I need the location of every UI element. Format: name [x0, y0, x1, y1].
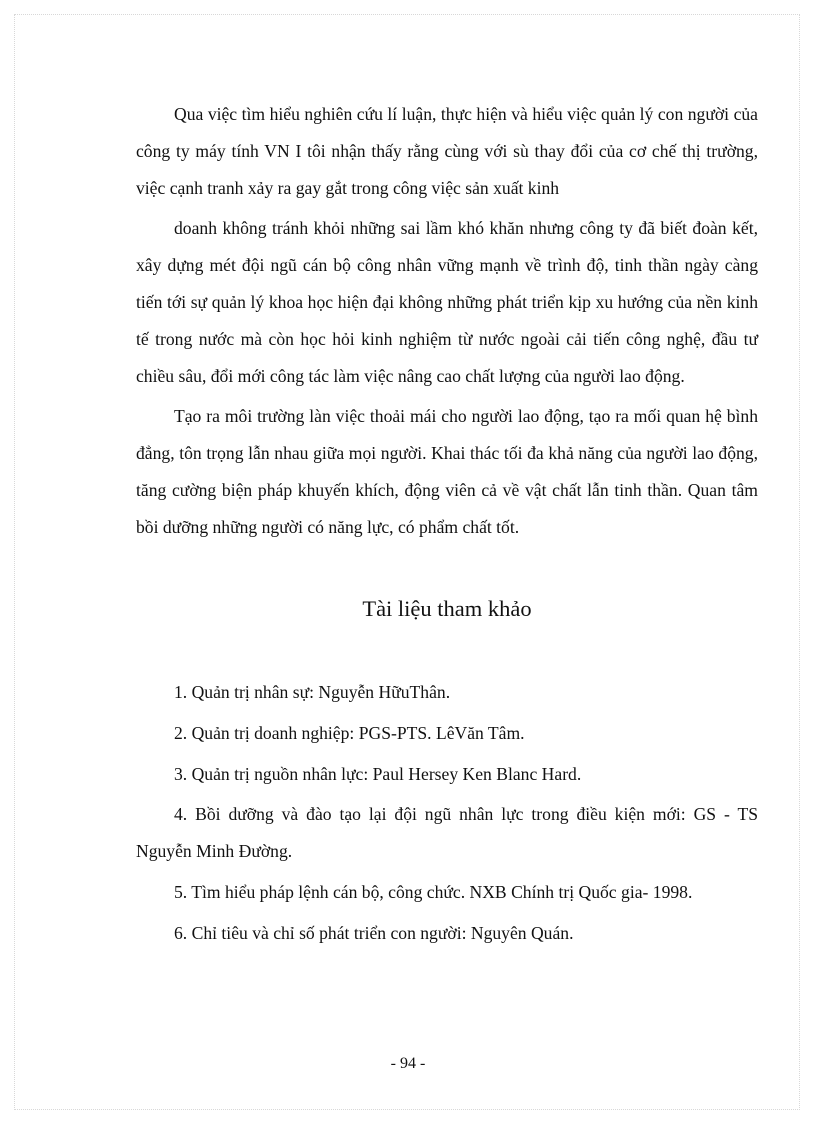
reference-item-5: 5. Tìm hiểu pháp lệnh cán bộ, công chức. NXB Chính trị Quốc gia- 1998.	[174, 881, 693, 902]
body-text	[136, 96, 758, 550]
paragraph-3: Tạo ra môi trường làn việc thoải mái cho người lao động, tạo ra mối quan hệ bình đẳng, tôn trọng lẫn nhau giữa mọi người. Khai thác tối đa khả năng của người lao động, tăng cường biện pháp khuyến khích, động viên cả về vật chất lẫn tinh thần. Quan tâm bồi dưỡng những người có năng lực, có phẩm chất tốt.	[136, 406, 758, 537]
paragraph-2: doanh không tránh khỏi những sai lầm khó khăn nhưng công ty đã biết đoàn kết, xây dựng mét đội ngũ cán bộ công nhân vững mạnh về trình độ, tinh thần ngày càng tiến tới sự quản lý khoa học hiện đại không những phát triển kịp xu hướng của nền kinh tế trong nước mà còn học hỏi kinh nghiệm từ nước ngoài cải tiến công nghệ, đầu tư chiều sâu, đổi mới công tác làm việc nâng cao chất lượng của người lao động.	[136, 218, 758, 386]
reference-item-2: 2. Quản trị doanh nghiệp: PGS-PTS. LêVăn Tâm.	[174, 722, 525, 743]
page-number: - 94 -	[390, 1055, 426, 1072]
references-list	[136, 674, 758, 956]
reference-item-4: 4. Bồi dưỡng và đào tạo lại đội ngũ nhân lực trong điều kiện mới: GS - TS Nguyễn Minh Đường.	[136, 804, 758, 862]
paragraph-1: Qua việc tìm hiểu nghiên cứu lí luận, thực hiện và hiểu việc quản lý con người của công ty máy tính VN I tôi nhận thấy rằng cùng với sù thay đổi của cơ chế thị trường, việc cạnh tranh xảy ra gay gắt trong công việc sản xuất kinh	[136, 104, 758, 198]
reference-item-3: 3. Quản trị nguồn nhân lực: Paul Hersey Ken Blanc Hard.	[174, 763, 582, 784]
reference-item-6: 6. Chỉ tiêu và chỉ số phát triển con người: Nguyên Quán.	[174, 922, 574, 943]
references-title: Tài liệu tham khảo	[362, 596, 532, 621]
reference-item-1: 1. Quản trị nhân sự: Nguyễn HữuThân.	[174, 682, 451, 702]
